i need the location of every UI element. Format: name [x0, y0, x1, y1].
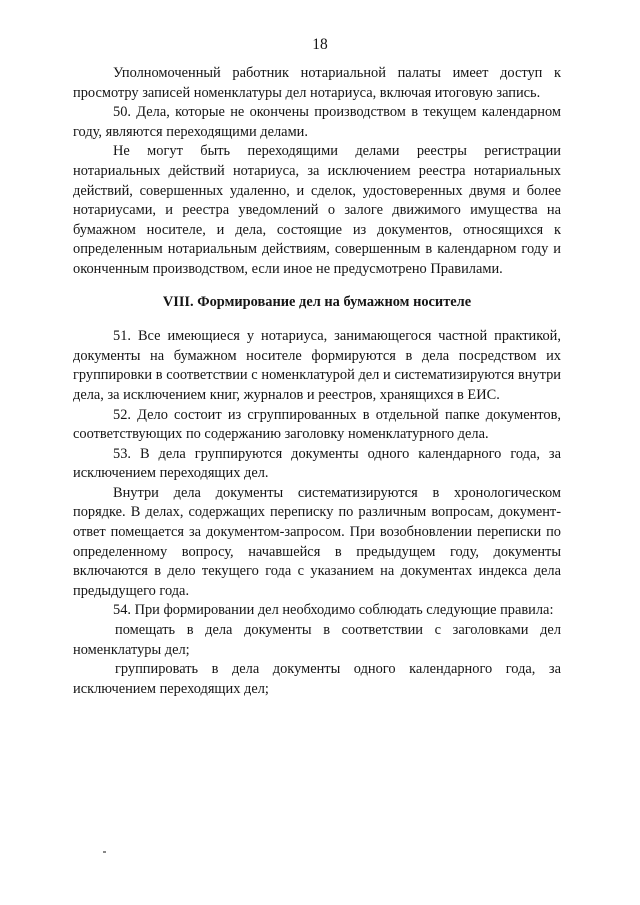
page-number: 18 — [312, 36, 328, 53]
scan-speck — [103, 851, 106, 853]
list-item: помещать в дела документы в соответствии с заголовками дел номенклатуры дел; — [73, 622, 561, 658]
paragraph: Уполномоченный работник нотариальной палаты имеет доступ к просмотру записей номенклатуры дел нотариуса, включая итоговую запись. — [73, 65, 561, 101]
list-item: группировать в дела документы одного календарного года, за исключением переходящих дел; — [73, 661, 561, 697]
paragraph: 51. Все имеющиеся у нотариуса, занимающегося частной практикой, документы на бумажном носителе формируются в дела посредством их группировки в соответствии с номенклатурой дел и систематизируются внутри дела, за исключением книг, журналов и реестров, хранящихся в ЕИС. — [73, 328, 561, 403]
paragraph: Внутри дела документы систематизируются в хронологическом порядке. В делах, содержащих переписку по различным вопросам, документ-ответ помещается за документом-запросом. При возобновлении переписки по определенному вопросу, начавшейся в предыдущем году, документы включаются в дело текущего года с указанием на документах индекса дела предыдущего года. — [73, 484, 561, 599]
paragraph: 52. Дело состоит из сгруппированных в отдельной папке документов, соответствующих по содержанию заголовку номенклатурного дела. — [73, 406, 561, 443]
paragraph: Не могут быть переходящими делами реестры регистрации нотариальных действий нотариуса, за исключением реестра нотариальных действий, совершенных удаленно, и сделок, удостоверенных двумя и более нотариусами, и реестра уведомлений о залоге движимого имущества на бумажном носителе, и дела, состоящие из документов, относящихся к определенным нотариальным действиям, совершенным в календарном году и оконченным производством, если иное не предусмотрено Правилами. — [73, 143, 561, 277]
section-heading: VIII. Формирование дел на бумажном носителе — [162, 293, 472, 310]
document-body — [73, 64, 561, 699]
paragraph: 54. При формировании дел необходимо соблюдать следующие правила: — [113, 602, 554, 619]
paragraph: 50. Дела, которые не окончены производством в текущем календарном году, являются переходящими делами. — [73, 104, 561, 140]
paragraph: 53. В дела группируются документы одного календарного года, за исключением переходящих дел. — [73, 445, 561, 482]
